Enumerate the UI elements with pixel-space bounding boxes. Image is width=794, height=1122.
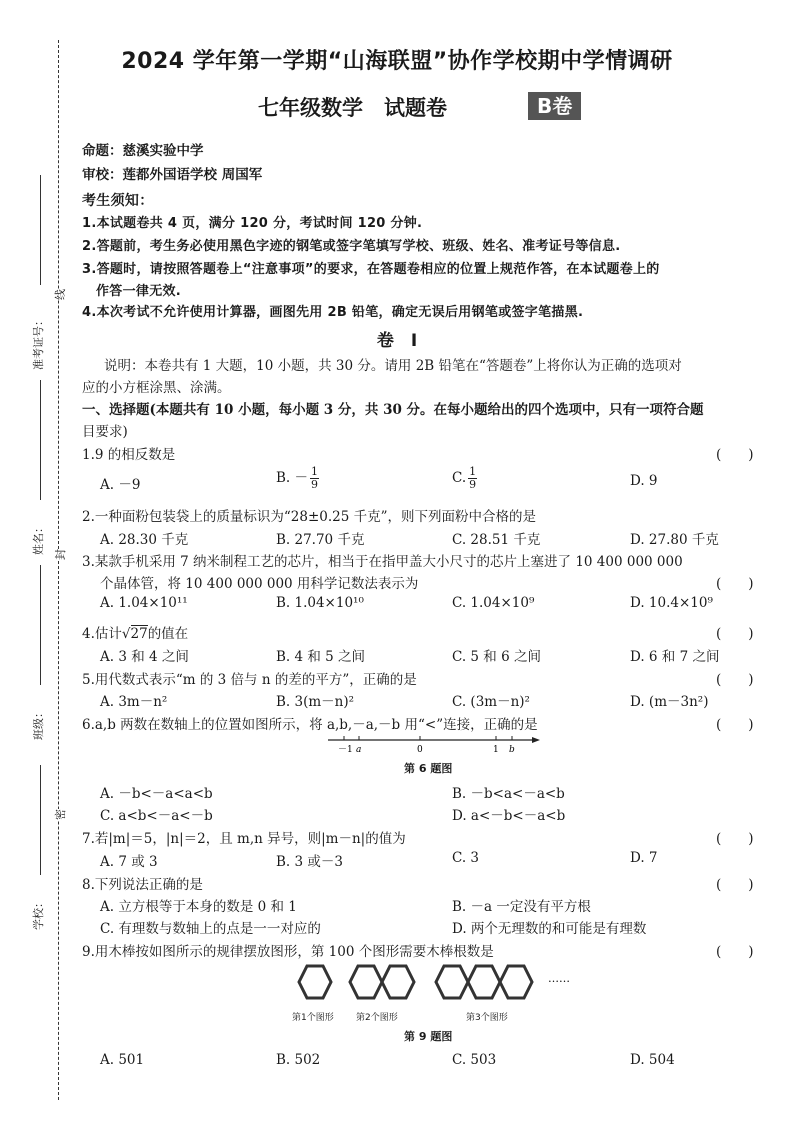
q5-option-d: D. (m－3n²) [630, 694, 709, 710]
page-title: 2024 学年第一学期“山海联盟”协作学校期中学情调研 [121, 49, 673, 74]
q5-option-b: B. 3(m－n)² [276, 694, 355, 710]
q6-option-c: C. a<b<－a<－b [100, 808, 213, 824]
q8-option-c: C. 有理数与数轴上的点是一一对应的 [100, 921, 321, 937]
section-explanation: 应的小方框涂黑、涂满。 [82, 380, 231, 396]
fraction-numerator: 1 [311, 465, 319, 478]
q2-option-b: B. 27.70 千克 [276, 532, 365, 548]
figure-3-label: 第3个图形 [466, 1013, 508, 1023]
notice-item: 3.答题时，请按照答题卷上“注意事项”的要求，在答题卷相应的位置上规范作答，在本试题卷上的 [82, 262, 660, 277]
notice-heading: 考生须知： [82, 193, 154, 209]
school-label: 学校： [32, 897, 45, 930]
q2-option-a: A. 28.30 千克 [100, 532, 189, 548]
seal-mark-line: 线 [54, 289, 67, 300]
answer-paren: ( ) [716, 877, 754, 893]
tick-label: －1 [338, 745, 353, 755]
q8-option-d: D. 两个无理数的和可能是有理数 [452, 921, 647, 937]
part-instructions: 目要求) [82, 424, 128, 440]
answer-paren: ( ) [716, 944, 754, 960]
q4-option-b: B. 4 和 5 之间 [276, 649, 366, 665]
question-5-stem: 5.用代数式表示“m 的 3 倍与 n 的差的平方”，正确的是 [82, 672, 417, 688]
fraction-numerator: 1 [469, 465, 477, 478]
q1-option-b-fraction [310, 466, 319, 491]
notice-item: 作答一律无效. [96, 284, 182, 299]
question-4-stem [82, 622, 188, 642]
answer-paren: ( ) [716, 626, 754, 642]
q3-option-c: C. 1.04×10⁹ [452, 595, 535, 611]
q6-option-d: D. a<－b<－a<b [452, 808, 566, 824]
section-explanation: 说明：本卷共有 1 大题，10 小题，共 30 分。请用 2B 铅笔在“答题卷”上将你认为正确的选项对 [104, 358, 682, 374]
q1-option-d: D. 9 [630, 473, 658, 489]
part-instructions: 一、选择题(本题共有 10 小题，每小题 3 分，共 30 分。在每小题给出的四个选项中，只有一项符合题 [82, 402, 704, 418]
q9-option-b: B. 502 [276, 1052, 321, 1068]
tick-label: 0 [417, 745, 423, 755]
q4-option-c: C. 5 和 6 之间 [452, 649, 541, 665]
question-2-stem: 2.一种面粉包装袋上的质量标识为“28±0.25 千克”，则下列面粉中合格的是 [82, 509, 537, 525]
q4-option-a: A. 3 和 4 之间 [100, 649, 189, 665]
question-6-stem: 6.a,b 两数在数轴上的位置如图所示，将 a,b,－a,－b 用“<”连接，正确的是 [82, 717, 538, 733]
q7-option-c: C. 3 [452, 850, 480, 866]
binding-dashed-line [58, 40, 59, 1100]
name-label: 姓名： [32, 522, 45, 555]
hexagon-pattern-figure [296, 962, 576, 1006]
radical-sign: √ [121, 626, 131, 642]
notice-item: 1.本试题卷共 4 页，满分 120 分，考试时间 120 分钟. [82, 216, 423, 231]
q5-option-a: A. 3m－n² [100, 694, 168, 710]
figure-1-label: 第1个图形 [292, 1013, 334, 1023]
q6-option-a: A. －b<－a<a<b [100, 786, 213, 802]
q4-option-d: D. 6 和 7 之间 [630, 649, 720, 665]
q3-option-b: B. 1.04×10¹⁰ [276, 595, 364, 611]
figure-2-label: 第2个图形 [356, 1013, 398, 1023]
q4-stem-suffix: 的值在 [147, 626, 189, 642]
figure-6-caption: 第 6 题图 [404, 762, 453, 775]
arrow-icon [532, 737, 540, 743]
seal-mark-secret: 密 [54, 809, 67, 820]
tick-label: b [509, 745, 515, 755]
q9-option-d: D. 504 [630, 1052, 675, 1068]
paper-version-badge: B卷 [528, 92, 581, 120]
q7-option-b: B. 3 或－3 [276, 854, 343, 870]
question-3-stem: 个晶体管，将 10 400 000 000 用科学记数法表示为 [100, 576, 419, 592]
q1-option-c-prefix: C. [452, 470, 467, 486]
radicand: 27 [130, 626, 148, 642]
q2-option-d: D. 27.80 千克 [630, 532, 719, 548]
school-line [40, 765, 41, 875]
notice-item: 4.本次考试不允许使用计算器，画图先用 2B 铅笔，确定无误后用钢笔或签字笔描黑. [82, 305, 584, 320]
q1-option-c-fraction [468, 466, 477, 491]
q7-option-a: A. 7 或 3 [100, 854, 158, 870]
answer-paren: ( ) [716, 447, 754, 463]
q8-option-b: B. －a 一定没有平方根 [452, 899, 591, 915]
q7-option-d: D. 7 [630, 850, 658, 866]
pattern-ellipsis: …… [548, 972, 570, 985]
exam-number-line [40, 175, 41, 285]
figure-9-caption: 第 9 题图 [404, 1030, 453, 1043]
section-title: 卷 Ⅰ [376, 331, 418, 351]
answer-paren: ( ) [716, 717, 754, 733]
q3-option-d: D. 10.4×10⁹ [630, 595, 713, 611]
tick-label: 1 [493, 745, 499, 755]
notice-item: 2.答题前，考生务必使用黑色字迹的钢笔或签字笔填写学校、班级、姓名、准考证号等信息. [82, 239, 621, 254]
hexagon-figure-3c [500, 966, 532, 998]
page-subtitle: 七年级数学 试题卷 [258, 96, 447, 120]
number-line-figure [326, 732, 542, 756]
answer-paren: ( ) [716, 576, 754, 592]
question-1-stem: 1.9 的相反数是 [82, 447, 176, 463]
q6-option-b: B. －b<a<－a<b [452, 786, 565, 802]
q1-option-a: A. －9 [100, 477, 141, 493]
hexagon-figure-2b [382, 966, 414, 998]
q9-option-c: C. 503 [452, 1052, 497, 1068]
fraction-denominator: 9 [311, 478, 319, 491]
seal-mark-seal: 封 [54, 549, 67, 560]
q8-option-a: A. 立方根等于本身的数是 0 和 1 [100, 899, 297, 915]
class-label: 班级： [32, 707, 45, 740]
hexagon-figure-2a [350, 966, 382, 998]
q4-stem-prefix: 4.估计 [82, 626, 122, 642]
answer-paren: ( ) [716, 672, 754, 688]
question-8-stem: 8.下列说法正确的是 [82, 877, 203, 893]
q3-option-a: A. 1.04×10¹¹ [100, 595, 188, 611]
setter-line: 命题：慈溪实验中学 [82, 143, 204, 159]
question-3-stem: 3.某款手机采用 7 纳米制程工艺的芯片，相当于在指甲盖大小尺寸的芯片上塞进了 10 400 000 000 [82, 554, 683, 570]
question-7-stem: 7.若|m|＝5，|n|＝2，且 m,n 异号，则|m－n|的值为 [82, 831, 406, 847]
hexagon-figure-3b [468, 966, 500, 998]
exam-number-label: 准考证号： [32, 315, 45, 370]
reviewer-line: 审校：莲都外国语学校 周国军 [82, 167, 263, 183]
q2-option-c: C. 28.51 千克 [452, 532, 541, 548]
q9-option-a: A. 501 [100, 1052, 145, 1068]
class-line [40, 565, 41, 685]
tick-label: a [356, 745, 362, 755]
q1-option-b [276, 466, 319, 491]
q1-option-b-prefix: B. － [276, 470, 309, 486]
fraction-denominator: 9 [469, 478, 477, 491]
question-9-stem: 9.用木棒按如图所示的规律摆放图形，第 100 个图形需要木棒根数是 [82, 944, 494, 960]
hexagon-figure-1 [299, 966, 331, 998]
name-line [40, 380, 41, 500]
q1-option-c [452, 466, 477, 491]
answer-paren: ( ) [716, 831, 754, 847]
q5-option-c: C. (3m－n)² [452, 694, 530, 710]
hexagon-figure-3a [436, 966, 468, 998]
